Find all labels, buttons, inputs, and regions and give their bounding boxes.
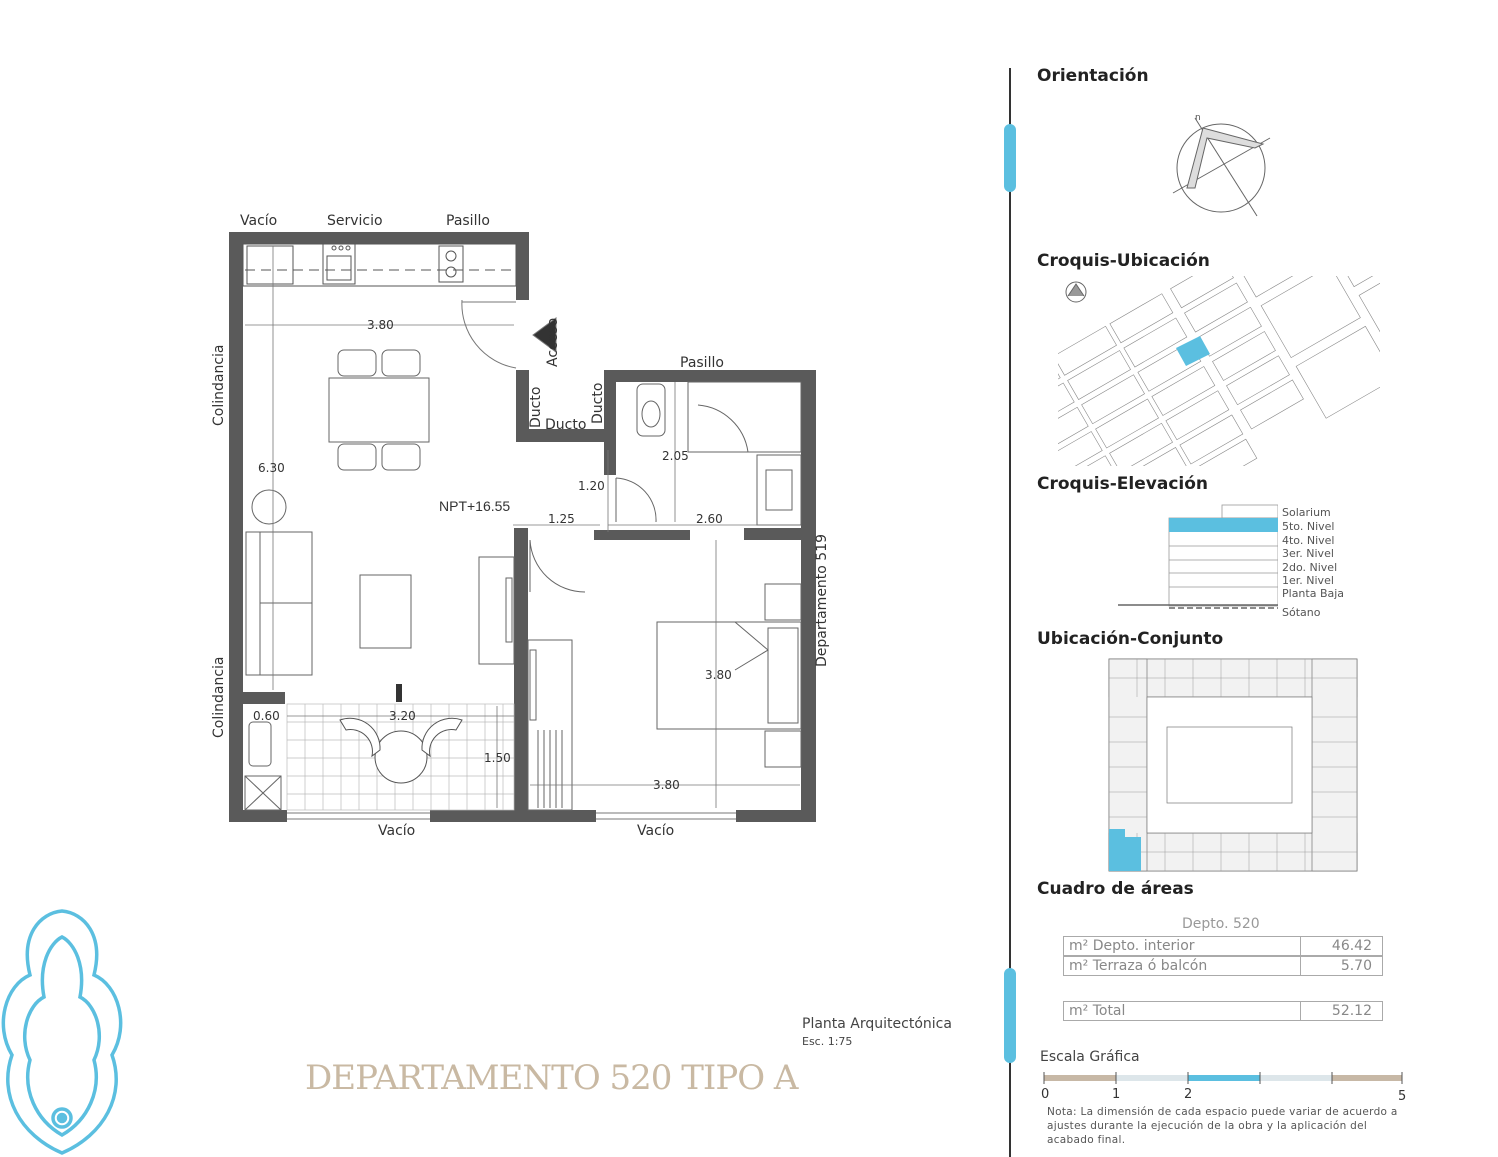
bathroom	[616, 382, 801, 525]
level-1: 1er. Nivel	[1282, 574, 1334, 587]
entry-door	[462, 300, 556, 368]
elevation-sketch	[1118, 503, 1278, 615]
label-ducto-2: Ducto	[545, 417, 587, 433]
level-5: 5to. Nivel	[1282, 520, 1335, 533]
area-total-value: 52.12	[1300, 1001, 1383, 1021]
walls	[229, 232, 816, 822]
areas-table	[1063, 914, 1383, 1024]
dim-2-05: 2.05	[662, 449, 689, 463]
label-vacio-bottom-right: Vacío	[637, 823, 675, 839]
level-3: 3er. Nivel	[1282, 547, 1334, 560]
label-ducto-1: Ducto	[528, 386, 544, 428]
label-colindancia-top: Colindancia	[211, 344, 227, 426]
dim-3-80-top: 3.80	[367, 318, 394, 332]
label-acceso: Acceso	[545, 317, 561, 367]
complex-site-plan	[1107, 657, 1359, 873]
cuadro-areas-title: Cuadro de áreas	[1037, 879, 1194, 899]
plan-label: Planta Arquitectónica	[802, 1016, 952, 1032]
sliding-door-mark	[396, 684, 402, 702]
plant-pot	[252, 490, 286, 524]
scale-label: Esc. 1:75	[802, 1035, 853, 1048]
disclaimer-note: Nota: La dimensión de cada espacio puede variar de acuerdo a ajustes durante la ejecución de la obra y la aplicación del acabado final.	[1047, 1106, 1398, 1146]
level-planta-baja: Planta Baja	[1282, 587, 1345, 600]
scale-tick-0: 0	[1041, 1087, 1050, 1102]
areas-header: Depto. 520	[1182, 916, 1260, 932]
dim-1-25: 1.25	[548, 512, 575, 526]
dim-2-60: 2.60	[696, 512, 723, 526]
sofa	[246, 532, 411, 675]
page-title: DEPARTAMENTO 520 TIPO A	[305, 1058, 798, 1098]
ubicacion-conjunto-title: Ubicación-Conjunto	[1037, 629, 1224, 649]
label-npt: NPT+16.55	[439, 498, 511, 514]
label-vacio-top: Vacío	[240, 213, 278, 229]
dining-table	[329, 350, 429, 470]
scale-tick-1: 1	[1112, 1087, 1121, 1102]
area-row-value: 46.42	[1300, 936, 1383, 956]
area-row-label: m² Terraza ó balcón	[1063, 956, 1301, 976]
escala-title: Escala Gráfica	[1040, 1049, 1140, 1065]
dim-3-20: 3.20	[389, 709, 416, 723]
label-vacio-bottom-left: Vacío	[378, 823, 416, 839]
location-sketch-map	[1058, 276, 1380, 466]
accent-tab-top	[1004, 124, 1016, 192]
level-solarium: Solarium	[1282, 506, 1331, 519]
north-letter: n	[1195, 113, 1201, 123]
dim-3-80-bottom: 3.80	[653, 778, 680, 792]
graphic-scale-bar	[1040, 1070, 1410, 1104]
terrace-furniture	[340, 718, 462, 783]
level-2: 2do. Nivel	[1282, 561, 1338, 574]
closet	[528, 640, 572, 810]
level-sotano: Sótano	[1282, 606, 1321, 619]
accent-tab-bottom	[1004, 968, 1016, 1063]
dim-3-80-bed: 3.80	[705, 668, 732, 682]
kitchen-counter	[243, 244, 516, 286]
dim-1-20: 1.20	[578, 479, 605, 493]
laundry	[245, 722, 281, 810]
label-colindancia-bottom: Colindancia	[211, 656, 227, 738]
label-pasillo-bath: Pasillo	[680, 355, 724, 371]
croquis-ubicacion-title: Croquis-Ubicación	[1037, 251, 1210, 271]
label-departamento-519: Departamento 519	[814, 533, 830, 667]
dim-6-30: 6.30	[258, 461, 285, 475]
leaf-logo	[0, 905, 160, 1157]
area-row-value: 5.70	[1300, 956, 1383, 976]
north-arrow-icon	[1165, 108, 1280, 218]
dim-1-50: 1.50	[484, 751, 511, 765]
label-pasillo-top: Pasillo	[446, 213, 490, 229]
tv-unit	[479, 557, 514, 664]
bedroom-door	[530, 540, 585, 592]
orientacion-title: Orientación	[1037, 66, 1149, 86]
level-4: 4to. Nivel	[1282, 534, 1335, 547]
area-row-label: m² Depto. interior	[1063, 936, 1301, 956]
area-total-label: m² Total	[1063, 1001, 1301, 1021]
croquis-elevacion-title: Croquis-Elevación	[1037, 474, 1209, 494]
scale-tick-5: 5	[1398, 1089, 1407, 1104]
label-ducto-3: Ducto	[590, 382, 606, 424]
scale-tick-2: 2	[1184, 1087, 1193, 1102]
dim-0-60: 0.60	[253, 709, 280, 723]
label-servicio: Servicio	[327, 213, 383, 229]
